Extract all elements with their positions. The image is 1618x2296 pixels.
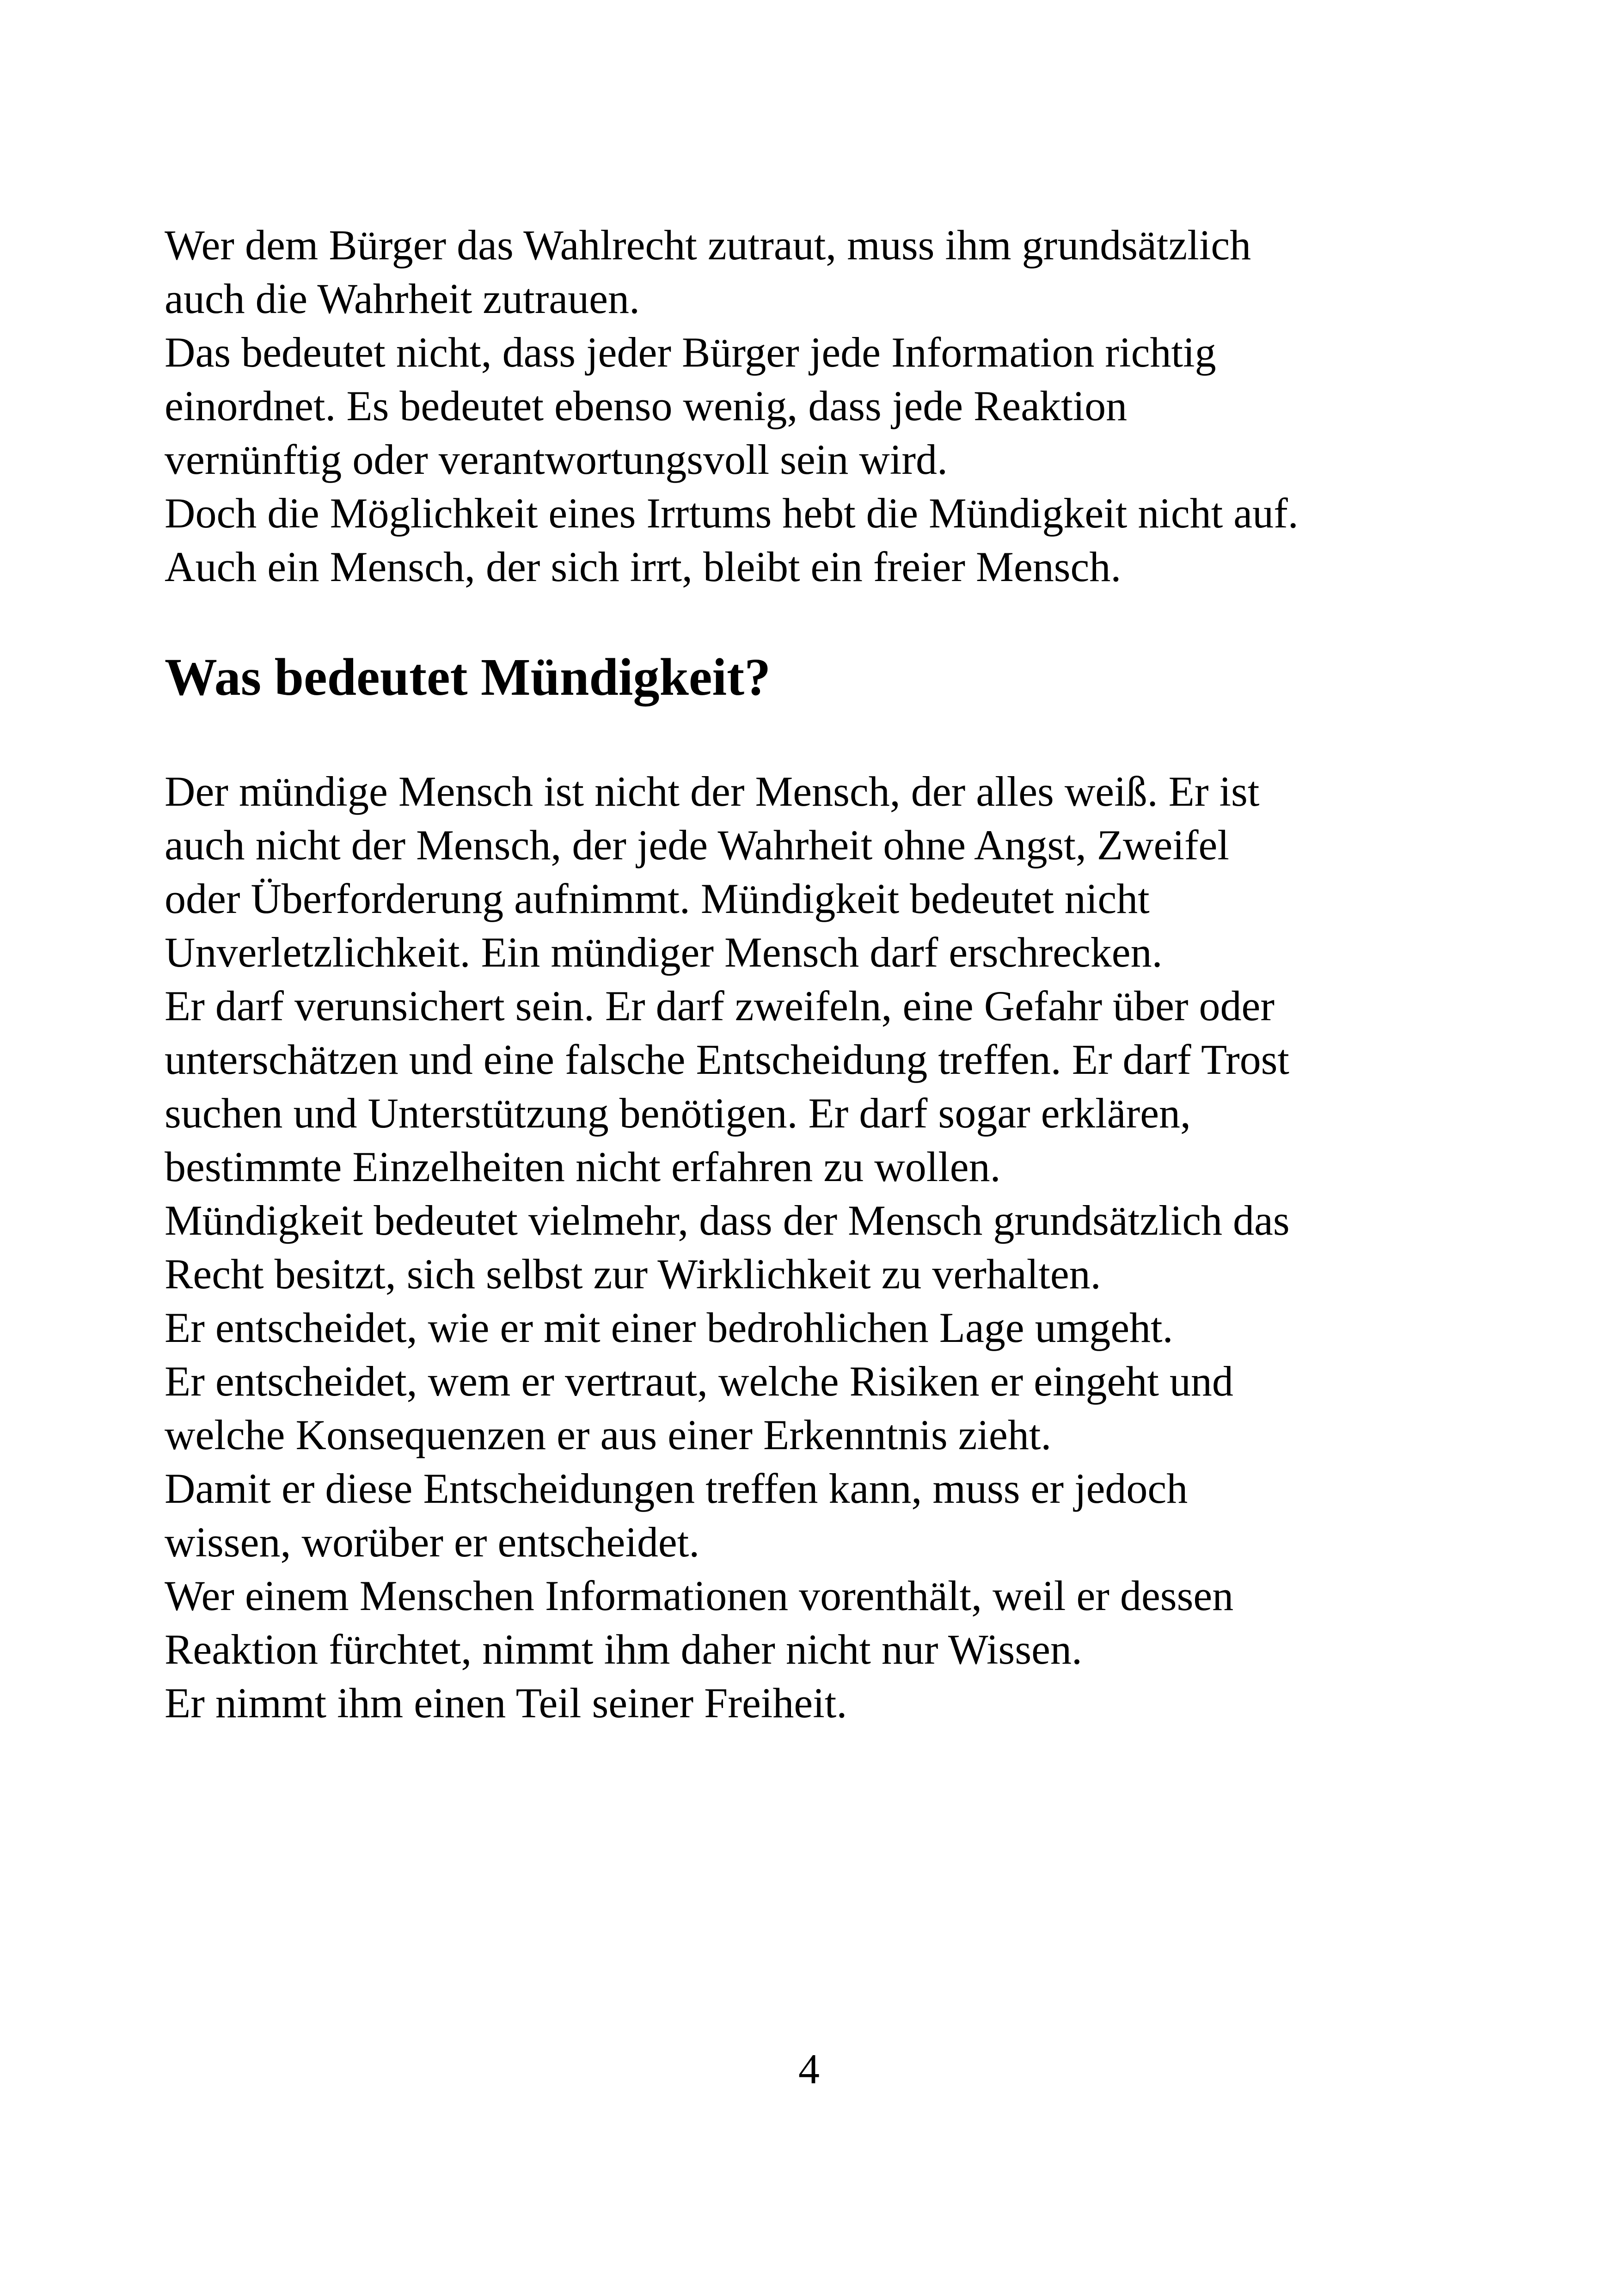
text-line: vernünftig oder verantwortungsvoll sein wird. [165, 436, 948, 483]
page-number: 4 [798, 2045, 820, 2093]
text-line: welche Konsequenzen er aus einer Erkenntnis zieht. [165, 1411, 1052, 1458]
text-line: unterschätzen und eine falsche Entscheidung treffen. Er darf Trost [165, 1036, 1289, 1083]
text-line: Auch ein Mensch, der sich irrt, bleibt ein freier Mensch. [165, 543, 1122, 590]
text-line: Er nimmt ihm einen Teil seiner Freiheit. [165, 1679, 847, 1727]
text-line: Reaktion fürchtet, nimmt ihm daher nicht nur Wissen. [165, 1626, 1082, 1673]
text-line: auch die Wahrheit zutrauen. [165, 275, 640, 322]
text-line: Er entscheidet, wie er mit einer bedrohlichen Lage umgeht. [165, 1304, 1173, 1351]
text-line: einordnet. Es bedeutet ebenso wenig, dass jede Reaktion [165, 382, 1128, 429]
text-line: Unverletzlichkeit. Ein mündiger Mensch darf erschrecken. [165, 929, 1163, 976]
intro-paragraph [165, 218, 1551, 594]
text-line: wissen, worüber er entscheidet. [165, 1518, 700, 1566]
text-line: Er entscheidet, wem er vertraut, welche Risiken er eingeht und [165, 1358, 1233, 1405]
section-heading: Was bedeutet Mündigkeit? [165, 648, 771, 706]
text-line: auch nicht der Mensch, der jede Wahrheit ohne Angst, Zweifel [165, 821, 1229, 869]
text-line: Doch die Möglichkeit eines Irrtums hebt die Mündigkeit nicht auf. [165, 490, 1299, 537]
text-line: Er darf verunsichert sein. Er darf zweifeln, eine Gefahr über oder [165, 982, 1275, 1029]
text-line: Recht besitzt, sich selbst zur Wirklichkeit zu verhalten. [165, 1250, 1101, 1298]
text-line: Der mündige Mensch ist nicht der Mensch, der alles weiß. Er ist [165, 768, 1260, 815]
text-line: oder Überforderung aufnimmt. Mündigkeit bedeutet nicht [165, 875, 1150, 922]
text-line: suchen und Unterstützung benötigen. Er darf sogar erklären, [165, 1090, 1191, 1137]
text-line: Mündigkeit bedeutet vielmehr, dass der Mensch grundsätzlich das [165, 1197, 1290, 1244]
section-body [165, 765, 1551, 1730]
text-line: bestimmte Einzelheiten nicht erfahren zu wollen. [165, 1143, 1001, 1190]
text-line: Das bedeutet nicht, dass jeder Bürger jede Information richtig [165, 329, 1216, 376]
text-line: Wer dem Bürger das Wahlrecht zutraut, muss ihm grundsätzlich [165, 221, 1251, 269]
text-line: Wer einem Menschen Informationen vorenthält, weil er dessen [165, 1572, 1234, 1619]
text-line: Damit er diese Entscheidungen treffen kann, muss er jedoch [165, 1465, 1188, 1512]
